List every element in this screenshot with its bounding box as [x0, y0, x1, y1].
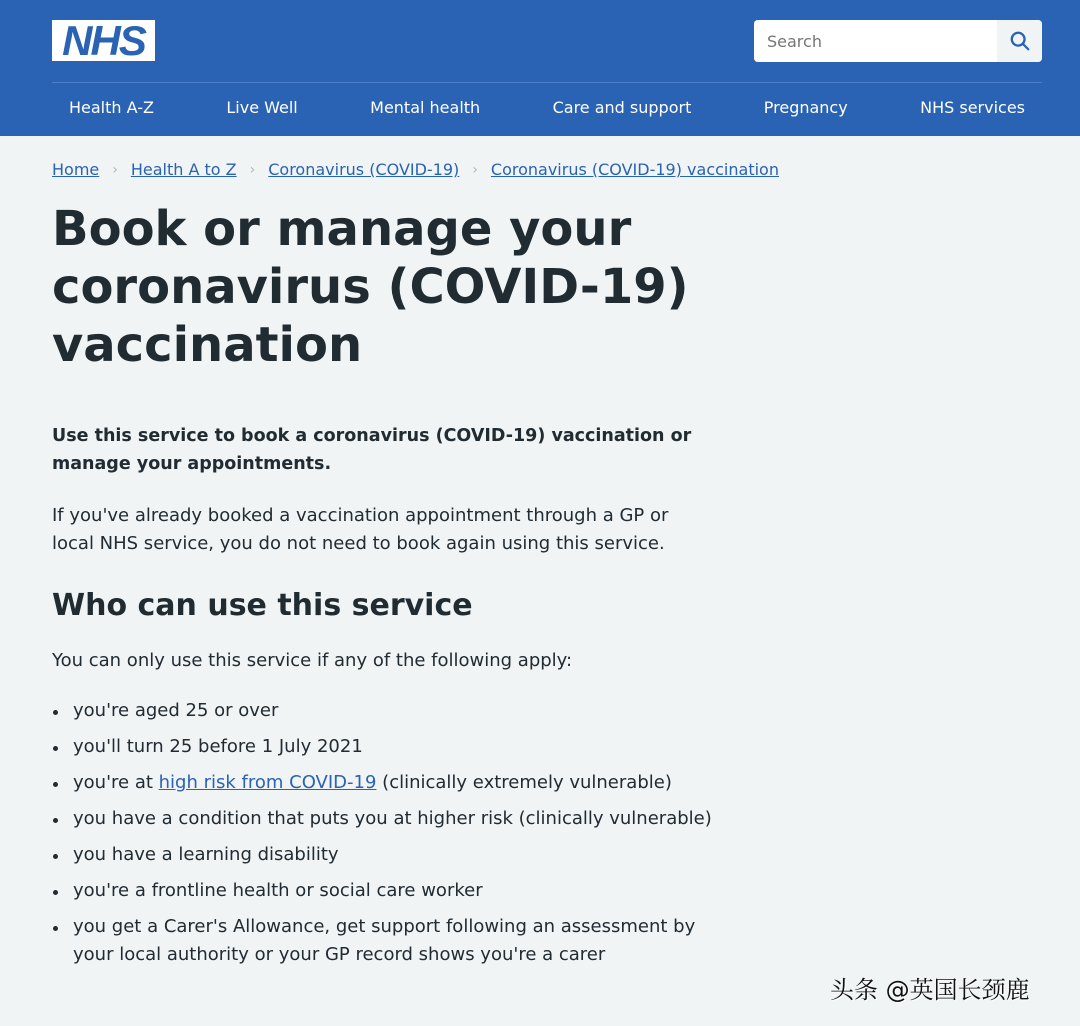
list-item: you have a condition that puts you at higher risk (clinically vulnerable)	[52, 805, 712, 833]
lead-text: Use this service to book a coronavirus (COVID-19) vaccination or manage your appointments.	[52, 426, 692, 474]
page-title: Book or manage your coronavirus (COVID-19) vaccination	[52, 201, 689, 373]
list-item: you get a Carer's Allowance, get support following an assessment by your local authority or your GP record shows you're a carer	[52, 913, 712, 969]
list-item: you have a learning disability	[52, 841, 712, 869]
eligibility-intro: You can only use this service if any of the following apply:	[52, 650, 573, 671]
already-booked-text: If you've already booked a vaccination appointment through a GP or local NHS service, you do not need to book again using this service.	[52, 505, 669, 554]
nav-live-well[interactable]: Live Well	[226, 98, 298, 117]
breadcrumb-coronavirus[interactable]: Coronavirus (COVID-19)	[268, 160, 460, 179]
watermark: 头条 @英国长颈鹿	[830, 976, 1030, 1004]
high-risk-link[interactable]: high risk from COVID-19	[158, 772, 377, 793]
chevron-right-icon: ›	[112, 161, 118, 178]
list-item: you're at high risk from COVID-19 (clinically extremely vulnerable)	[52, 769, 712, 797]
breadcrumb-home[interactable]: Home	[52, 160, 100, 179]
list-item: you're aged 25 or over	[52, 697, 712, 725]
main-content	[52, 200, 712, 977]
breadcrumb	[52, 160, 779, 179]
chevron-right-icon: ›	[249, 161, 256, 178]
chevron-right-icon: ›	[472, 161, 478, 178]
search-icon	[1009, 30, 1031, 52]
header-divider	[52, 82, 1042, 83]
nav-nhs-services[interactable]: NHS services	[920, 98, 1025, 117]
nav-health-a-z[interactable]: Health A-Z	[69, 98, 154, 117]
nav-mental-health[interactable]: Mental health	[370, 98, 481, 117]
site-header	[0, 0, 1080, 136]
search-button[interactable]	[997, 20, 1042, 62]
main-nav	[52, 98, 1042, 117]
search-input[interactable]	[754, 20, 997, 62]
eligibility-list	[52, 697, 712, 969]
section-heading: Who can use this service	[52, 588, 473, 623]
search-box	[754, 20, 1042, 62]
nav-pregnancy[interactable]: Pregnancy	[763, 98, 848, 117]
nav-care-and-support[interactable]: Care and support	[552, 98, 692, 117]
breadcrumb-vaccination[interactable]: Coronavirus (COVID-19) vaccination	[490, 160, 779, 179]
list-item: you're a frontline health or social care worker	[52, 877, 712, 905]
list-item: you'll turn 25 before 1 July 2021	[52, 733, 712, 761]
nhs-logo[interactable]: NHS	[52, 20, 155, 61]
breadcrumb-health-a-to-z[interactable]: Health A to Z	[130, 160, 237, 179]
